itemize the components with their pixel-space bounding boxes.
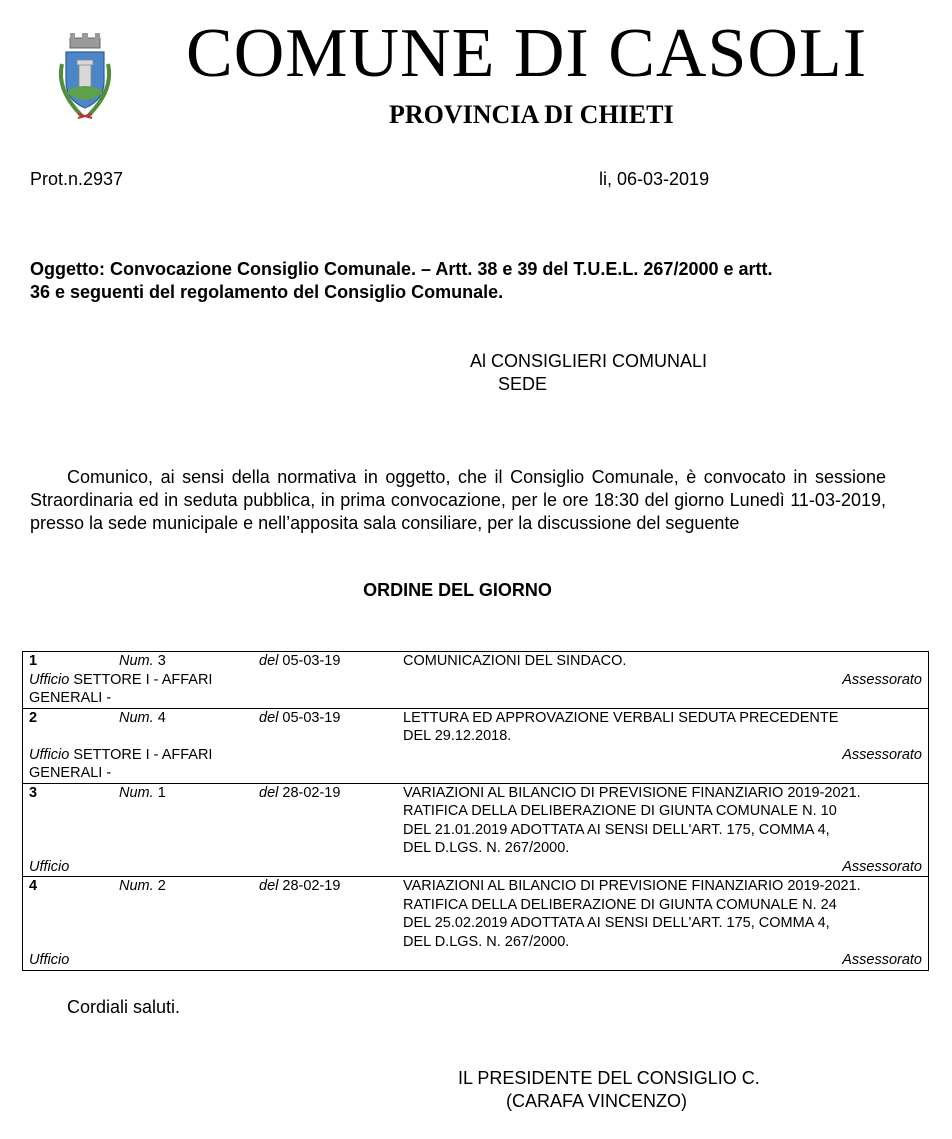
agenda-table <box>22 651 929 971</box>
agenda-subject-line: VARIAZIONI AL BILANCIO DI PREVISIONE FINANZIARIO 2019-2021. <box>403 878 861 894</box>
agenda-item <box>23 652 929 709</box>
agenda-item-subject <box>397 652 929 671</box>
body-paragraph: Comunico, ai sensi della normativa in oggetto, che il Consiglio Comunale, è convocato in sessione Straordinaria ed in seduta pubblica, in prima convocazione, per le ore 18:30 del giorno Lunedì 11-03-2019, presso la sede municipale e nell’apposita sala consiliare, per la discussione del seguente <box>30 467 886 533</box>
signature-role: IL PRESIDENTE DEL CONSIGLIO C. <box>458 1068 760 1088</box>
agenda-office-line: SETTORE I - AFFARI <box>73 671 213 688</box>
agenda-subject-line: DEL D.LGS. N. 267/2000. <box>403 840 570 856</box>
agenda-item-assessorato: Assessorato <box>842 952 922 968</box>
agenda-item <box>23 708 929 783</box>
agenda-office-line: GENERALI - <box>29 765 112 781</box>
agenda-item-subject <box>397 708 929 746</box>
agenda-office-line: GENERALI - <box>29 690 112 706</box>
subject <box>30 258 773 304</box>
signature-block <box>458 1067 760 1113</box>
agenda-item-number: 4 <box>29 878 38 894</box>
agenda-item <box>23 877 929 971</box>
agenda-item-assessorato: Assessorato <box>842 671 922 688</box>
agenda-subject-line: LETTURA ED APPROVAZIONE VERBALI SEDUTA PRECEDENTE <box>403 709 839 726</box>
recipients <box>470 350 707 396</box>
signature-name: (CARAFA VINCENZO) <box>506 1091 688 1111</box>
agenda-item-date: del 28-02-19 <box>259 784 341 801</box>
agenda-item-office: Ufficio <box>29 952 70 968</box>
agenda-item-date: del 28-02-19 <box>259 878 341 894</box>
agenda-item-date: del 05-03-19 <box>259 653 341 669</box>
agenda-item-office: Ufficio SETTORE I - AFFARI GENERALI - <box>23 746 254 784</box>
agenda-item-number: 1 <box>29 653 38 669</box>
municipal-coat-of-arms-icon <box>52 30 118 122</box>
subject-line-1: Oggetto: Convocazione Consiglio Comunale. – Artt. 38 e 39 del T.U.E.L. 267/2000 e artt. <box>30 259 773 279</box>
agenda-subject-line: COMUNICAZIONI DEL SINDACO. <box>403 653 627 669</box>
protocol-number: Prot.n.2937 <box>30 169 124 189</box>
agenda-item-num: Num. 4 <box>119 709 166 726</box>
agenda-item-num: Num. 2 <box>119 878 166 894</box>
subject-line-2: 36 e seguenti del regolamento del Consiglio Comunale. <box>30 282 504 302</box>
agenda-office-line: SETTORE I - AFFARI <box>73 746 213 763</box>
page-title: COMUNE DI CASOLI <box>186 15 867 92</box>
recipients-line-1: Al CONSIGLIERI COMUNALI <box>470 351 708 371</box>
agenda-item-date: del 05-03-19 <box>259 709 341 726</box>
agenda-subject-line: DEL 29.12.2018. <box>403 728 512 744</box>
agenda-item <box>23 783 929 877</box>
agenda-item-num: Num. 1 <box>119 784 166 801</box>
agenda-item-num: Num. 3 <box>119 653 166 669</box>
agenda-subject-line: RATIFICA DELLA DELIBERAZIONE DI GIUNTA COMUNALE N. 24 <box>403 896 837 913</box>
agenda-title: ORDINE DEL GIORNO <box>363 580 552 600</box>
province-subtitle: PROVINCIA DI CHIETI <box>389 100 674 129</box>
closing-greeting: Cordiali saluti. <box>67 997 181 1017</box>
agenda-item-number: 3 <box>29 784 38 801</box>
agenda-item-subject <box>397 783 929 858</box>
agenda-subject-line: DEL 21.01.2019 ADOTTATA AI SENSI DELL'ART. 175, COMMA 4, <box>403 821 830 838</box>
recipients-line-2: SEDE <box>498 374 548 394</box>
agenda-item-number: 2 <box>29 709 38 726</box>
agenda-subject-line: DEL 25.02.2019 ADOTTATA AI SENSI DELL'ART. 175, COMMA 4, <box>403 915 830 931</box>
document-date: li, 06-03-2019 <box>599 169 710 189</box>
agenda-item-subject <box>397 877 929 952</box>
agenda-item-office: Ufficio SETTORE I - AFFARI GENERALI - <box>23 671 254 709</box>
agenda-item-assessorato: Assessorato <box>842 858 922 875</box>
agenda-subject-line: DEL D.LGS. N. 267/2000. <box>403 933 570 950</box>
agenda-subject-line: VARIAZIONI AL BILANCIO DI PREVISIONE FINANZIARIO 2019-2021. <box>403 784 861 801</box>
agenda-item-office: Ufficio <box>29 858 70 875</box>
agenda-item-assessorato: Assessorato <box>842 746 922 763</box>
agenda-subject-line: RATIFICA DELLA DELIBERAZIONE DI GIUNTA COMUNALE N. 10 <box>403 803 837 819</box>
